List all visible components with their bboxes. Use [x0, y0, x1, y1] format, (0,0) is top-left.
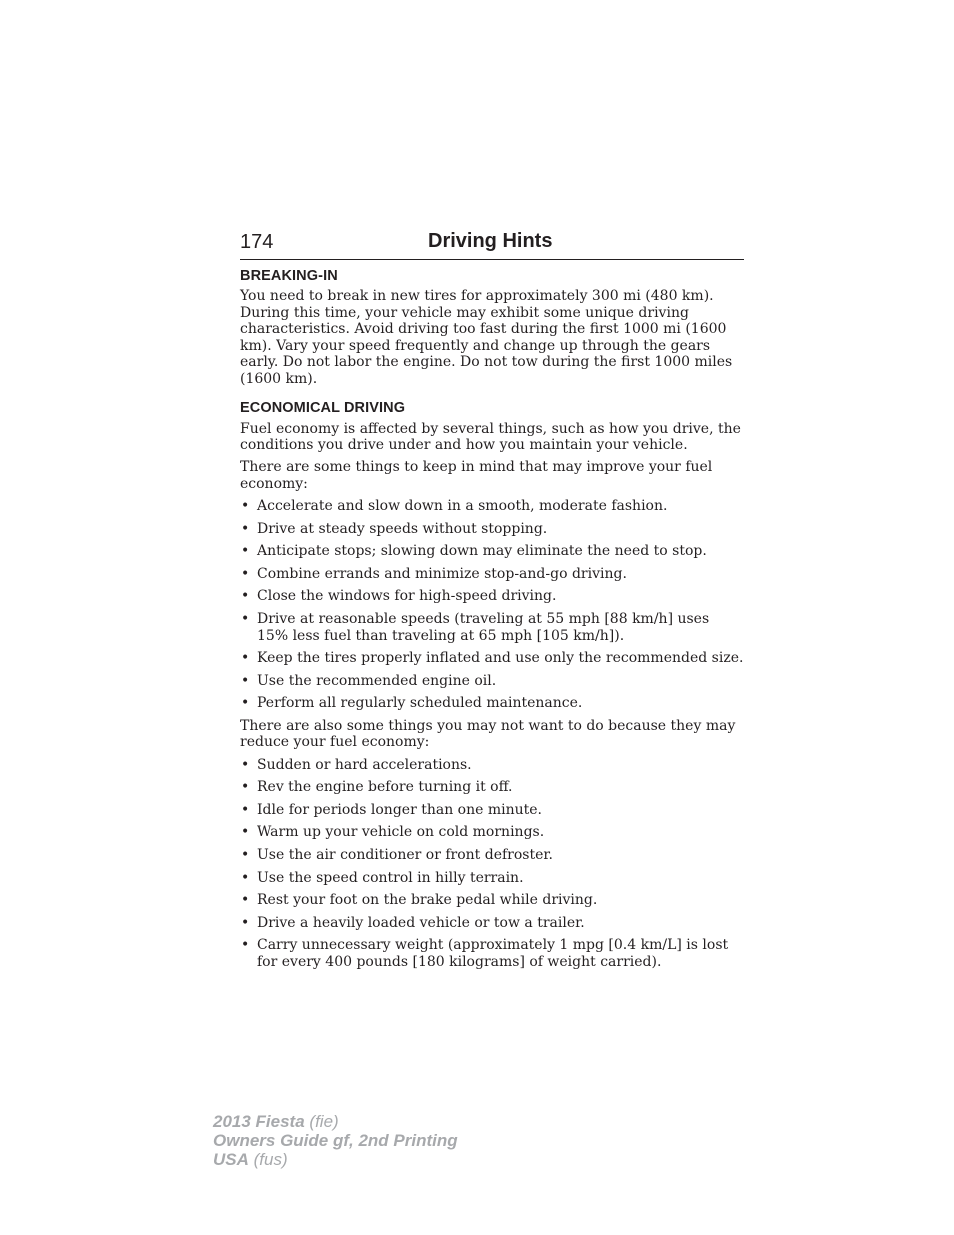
bullet-icon: • [241, 565, 250, 582]
list-item: • Drive at reasonable speeds (traveling at 55 mph [88 km/h] uses 15% less fuel than traveling at 65 mph [105 km/h]). [241, 610, 710, 644]
bullet-icon: • [241, 869, 250, 886]
reduce-list [240, 757, 744, 971]
list-item: • Rev the engine before turning it off. [241, 779, 513, 796]
list-item: • Carry unnecessary weight (approximately 1 mpg [0.4 km/L] is lost for every 400 pounds [180 kilograms] of weight carried). [241, 937, 729, 970]
economy-intro-paragraph: Fuel economy is affected by several things, such as how you drive, the conditions you drive under and how you maintain your vehicle. [240, 420, 741, 454]
bullet-icon: • [241, 650, 250, 667]
list-item: • Use the speed control in hilly terrain. [241, 869, 524, 886]
bullet-icon: • [241, 610, 250, 627]
footer-line-market [213, 1150, 458, 1169]
footer-market: USA [213, 1150, 249, 1169]
page-content [240, 267, 744, 977]
list-item: • Accelerate and slow down in a smooth, moderate fashion. [241, 497, 668, 514]
footer-market-code: (fus) [253, 1150, 288, 1169]
list-item: • Idle for periods longer than one minute. [241, 801, 542, 818]
bullet-icon: • [241, 543, 250, 560]
bullet-icon: • [241, 914, 250, 931]
list-item: • Combine errands and minimize stop-and-go driving. [241, 565, 627, 582]
bullet-icon: • [241, 695, 250, 712]
list-item: • Close the windows for high-speed driving. [241, 588, 557, 605]
page-title: Driving Hints [428, 230, 553, 252]
list-item: • Perform all regularly scheduled maintenance. [241, 695, 583, 712]
improve-list [240, 498, 744, 712]
list-item: • Use the air conditioner or front defroster. [241, 846, 553, 863]
bullet-icon: • [241, 520, 250, 537]
footer-line-guide [213, 1131, 458, 1150]
footer-guide: Owners Guide gf, 2nd Printing [213, 1131, 458, 1150]
list-item: • Use the recommended engine oil. [241, 672, 497, 689]
list-item: • Keep the tires properly inflated and use only the recommended size. [241, 650, 744, 667]
improve-intro-paragraph: There are some things to keep in mind that may improve your fuel economy: [240, 459, 713, 492]
footer-model: 2013 Fiesta [213, 1112, 305, 1131]
list-item: • Anticipate stops; slowing down may eliminate the need to stop. [241, 543, 707, 560]
footer-model-code: (fie) [309, 1112, 339, 1131]
economical-driving-heading: ECONOMICAL DRIVING [240, 399, 406, 416]
footer-line-model [213, 1112, 458, 1131]
bullet-icon: • [241, 588, 250, 605]
bullet-icon: • [241, 846, 250, 863]
bullet-icon: • [241, 672, 250, 689]
document-footer [213, 1112, 458, 1169]
breaking-in-heading: BREAKING-IN [240, 268, 338, 284]
bullet-icon: • [241, 801, 250, 818]
bullet-icon: • [241, 756, 250, 773]
bullet-icon: • [241, 497, 250, 514]
bullet-icon: • [241, 779, 250, 796]
list-item: • Drive at steady speeds without stopping. [241, 520, 548, 537]
reduce-intro-paragraph: There are also some things you may not want to do because they may reduce your fuel economy: [240, 717, 736, 751]
bullet-icon: • [241, 892, 250, 909]
breaking-in-paragraph: You need to break in new tires for approximately 300 mi (480 km). During this time, your vehicle may exhibit some unique driving characteristics. Avoid driving too fast during the first 1000 mi (1600 km). Vary your speed frequently and change up through the gears early. Do not labor the engine. Do not tow during the first 1000 miles (1600 km). [240, 288, 733, 387]
page-header [240, 228, 744, 260]
page-number: 174 [240, 231, 274, 253]
list-item: • Rest your foot on the brake pedal while driving. [241, 892, 598, 909]
economical-driving-section [240, 399, 744, 971]
list-item: • Drive a heavily loaded vehicle or tow a trailer. [241, 914, 585, 931]
list-item: • Sudden or hard accelerations. [241, 756, 472, 773]
list-item: • Warm up your vehicle on cold mornings. [241, 824, 545, 841]
bullet-icon: • [241, 937, 250, 954]
bullet-icon: • [241, 824, 250, 841]
breaking-in-section [240, 267, 744, 388]
